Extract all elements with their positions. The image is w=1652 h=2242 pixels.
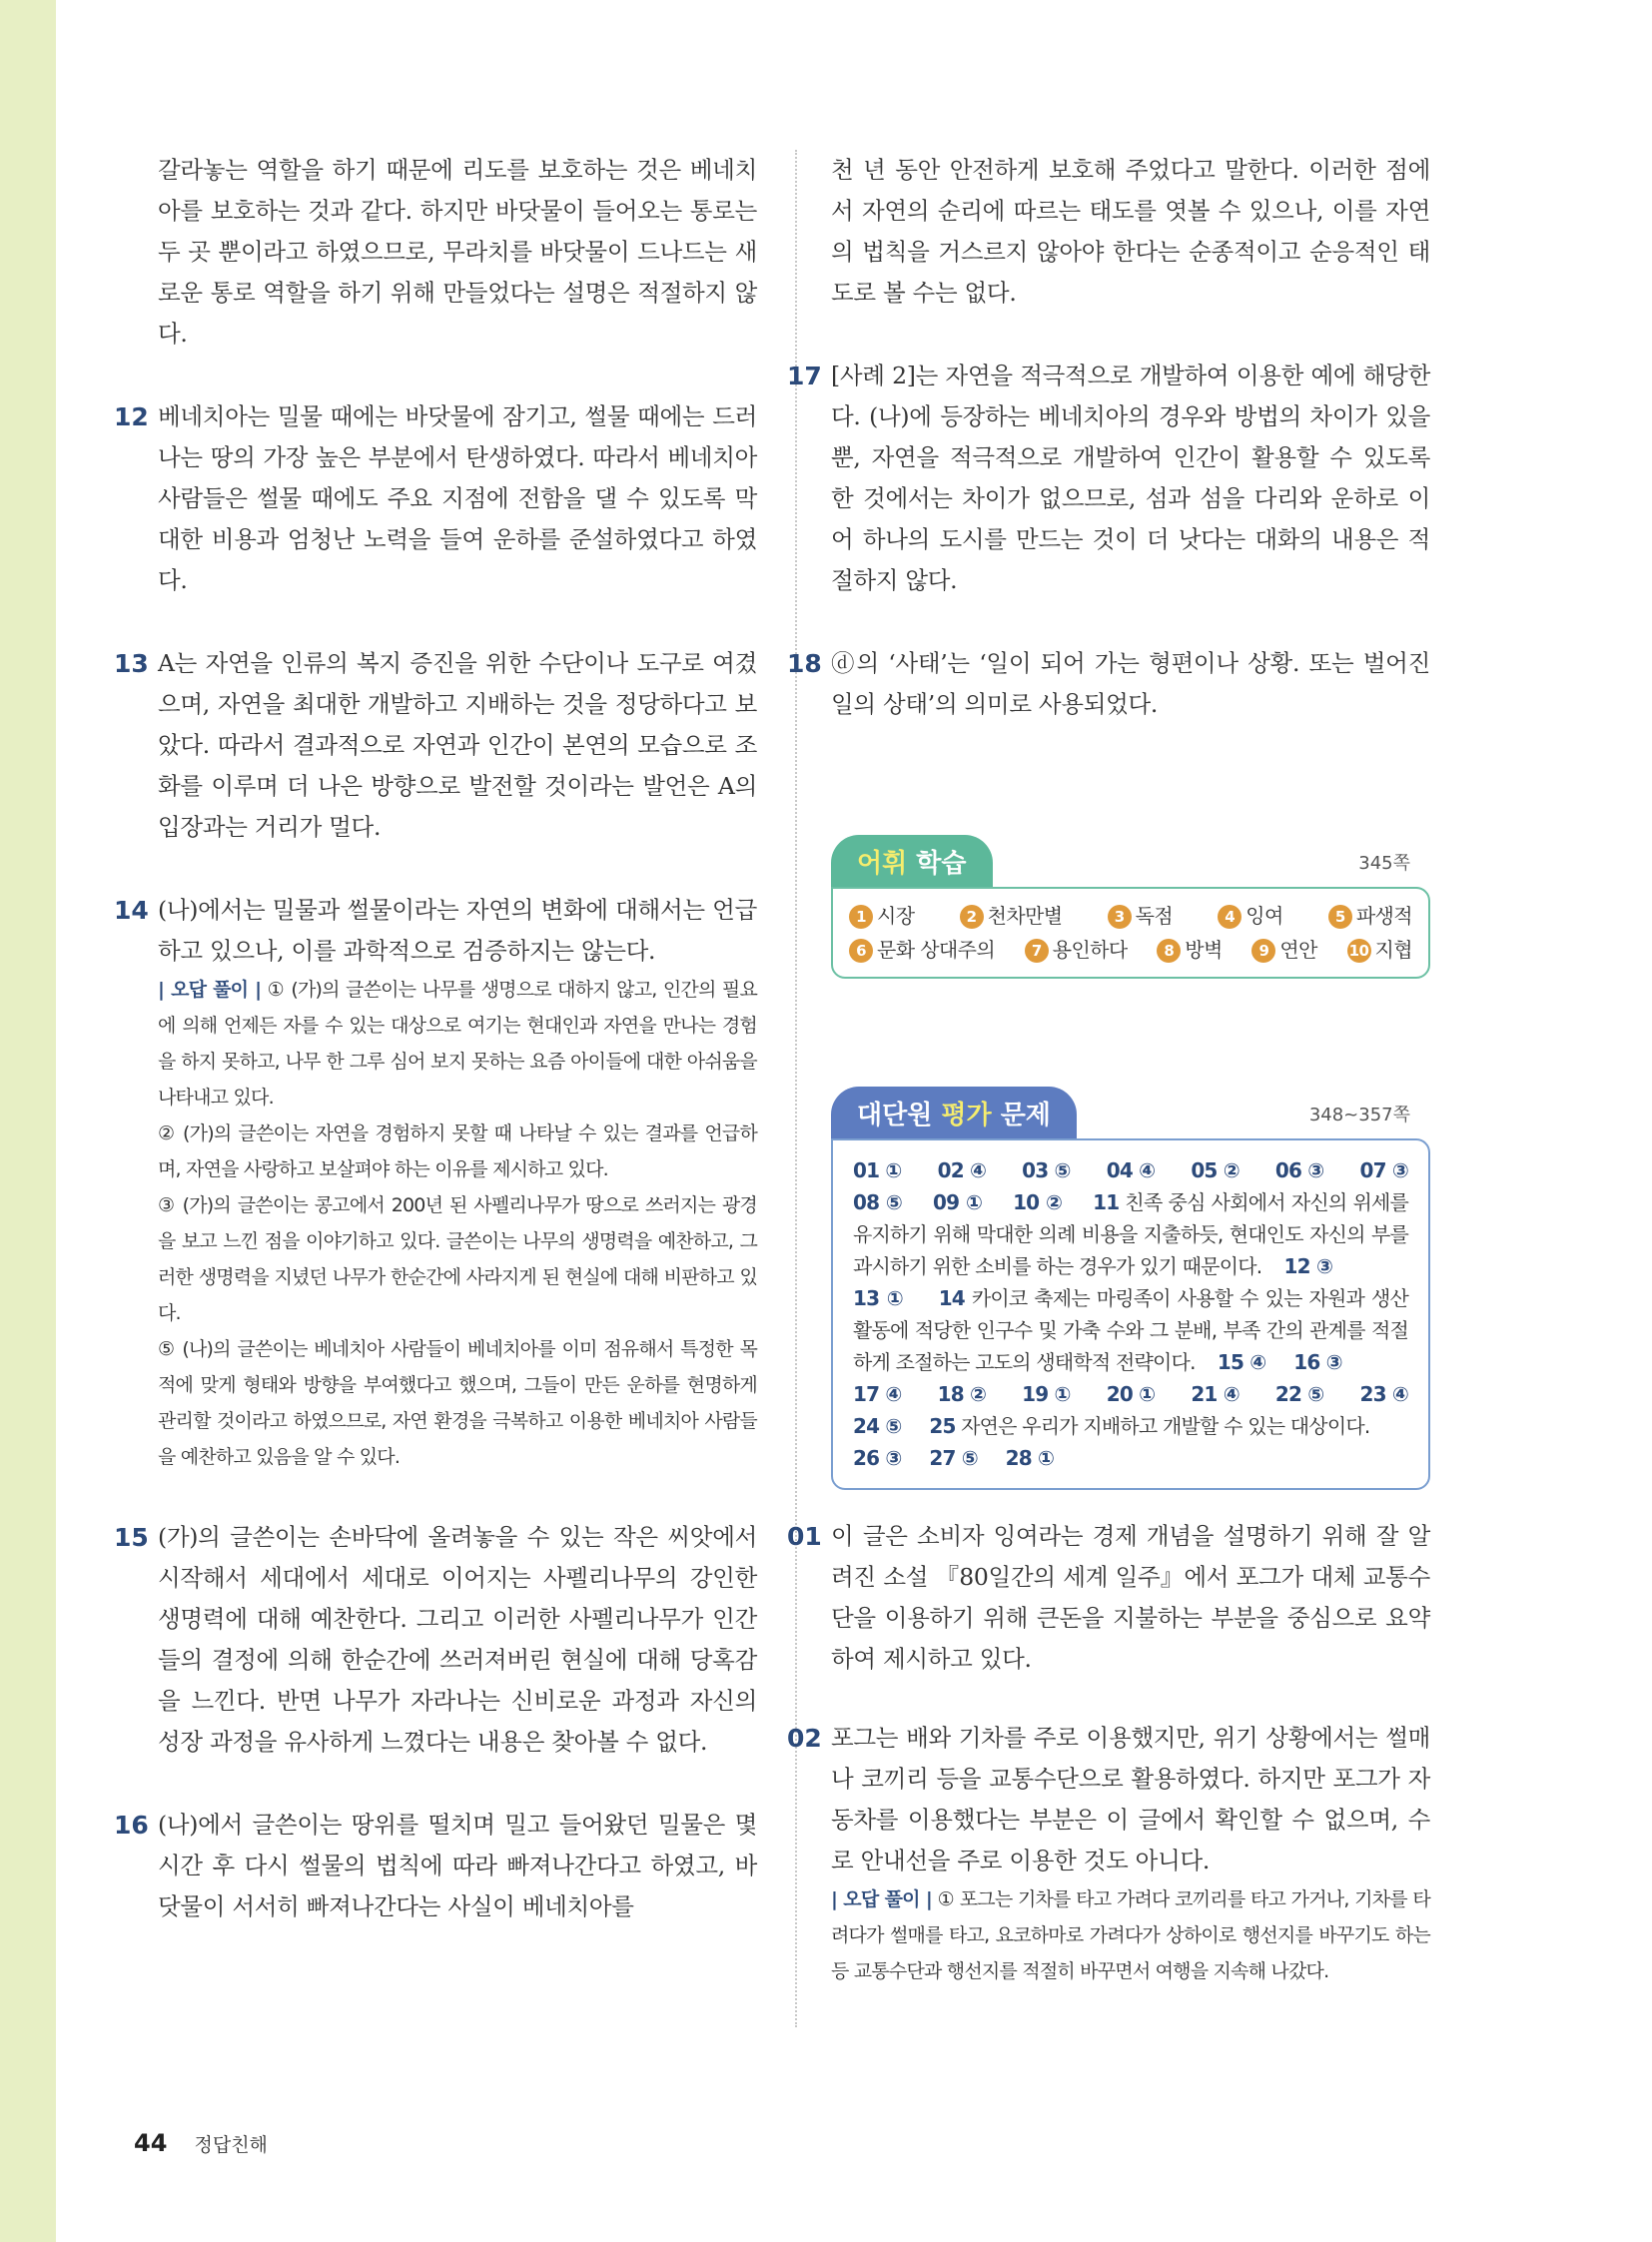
left-intro-text: 갈라놓는 역할을 하기 때문에 리도를 보호하는 것은 베네치아를 보호하는 것과 같다. 하지만 바닷물이 들어오는 통로는 두 곳 뿐이라고 하였으므로, 무라치를 바닷물이 드나드는 새로운 통로 역할을 하기 위해 만들었다는 설명은 적절하지 않다.	[158, 156, 757, 348]
answer-item: 14	[938, 1286, 965, 1310]
question-number: 02	[787, 1724, 822, 1753]
vocabulary-tab	[831, 835, 993, 887]
number-badge: 8	[1157, 939, 1181, 963]
question-text: (나)에서는 밀물과 썰물이라는 자연의 변화에 대해서는 언급하고 있으나, 이를 과학적으로 검증하지는 않는다.	[158, 896, 757, 965]
note-item-3: ③ (가)의 글쓴이는 콩고에서 200년 된 사펠리나무가 땅으로 쓰러지는 광경을 보고 느낀 점을 이야기하고 있다. 글쓴이는 나무의 생명력을 예찬하고, 그러한 생명력을 지녔던 나무가 한순간에 사라지게 된 현실에 대해 비판하고 있다.	[158, 1194, 757, 1324]
question-15	[114, 1517, 757, 1763]
answer-item: 10 ②	[1013, 1190, 1063, 1214]
answer-item: 15 ④	[1217, 1350, 1266, 1374]
number-badge: 7	[1025, 939, 1049, 963]
note-item-1: ① (가)의 글쓴이는 나무를 생명으로 대하지 않고, 인간의 필요에 의해 언제든 자를 수 있는 대상으로 여기는 현대인과 자연을 만나는 경험을 하지 못하고, 나무 한 그루 심어 보지 못하는 요즘 아이들에 대한 아쉬움을 나타내고 있다.	[158, 979, 757, 1109]
question-number: 17	[787, 362, 822, 390]
vocab-word: 문화 상대주의	[877, 938, 996, 962]
question-14	[114, 890, 757, 1475]
wrong-answer-explanation	[158, 972, 757, 1475]
vocabulary-row	[849, 899, 1412, 933]
question-text: ⓓ의 ‘사태’는 ‘일이 되어 가는 형편이나 상황. 또는 벌어진 일의 상태’의 의미로 사용되었다.	[831, 649, 1430, 718]
vocabulary-title-highlight: 어휘	[857, 849, 908, 879]
right-intro-text: 천 년 동안 안전하게 보호해 주었다고 말한다. 이러한 점에서 자연의 순리에 따르는 태도를 엿볼 수 있으나, 이를 자연의 법칙을 거스르지 않아야 한다는 순종적이고 순응적인 태도로 볼 수는 없다.	[831, 156, 1430, 307]
unit-test-answers	[831, 1138, 1430, 1490]
question-number: 12	[114, 402, 149, 431]
answer-item: 12 ③	[1283, 1254, 1333, 1278]
vocabulary-answers	[831, 887, 1430, 979]
answer-text: 자연은 우리가 지배하고 개발할 수 있는 대상이다.	[961, 1414, 1370, 1438]
vocab-word: 용인하다	[1052, 938, 1128, 962]
page-footer	[134, 2129, 268, 2157]
unit-test-title-highlight: 평가	[941, 1101, 992, 1130]
answer-item: 07 ③	[1359, 1158, 1408, 1182]
vocabulary-box	[831, 835, 1430, 979]
answer-paragraph	[853, 1410, 1408, 1442]
question-number: 13	[114, 649, 149, 678]
wrong-answer-label: | 오답 풀이 |	[831, 1888, 932, 1910]
number-badge: 10	[1347, 939, 1371, 963]
answer-paragraph	[853, 1442, 1408, 1474]
question-text: (가)의 글쓴이는 손바닥에 올려놓을 수 있는 작은 씨앗에서 시작해서 세대에서 세대로 이어지는 사펠리나무의 강인한 생명력에 대해 예찬한다. 그리고 이러한 사펠리나무가 인간들의 결정에 의해 한순간에 쓰러져버린 현실에 대해 당혹감을 느낀다. 반면 나무가 자라나는 신비로운 과정과 자신의 성장 과정을 유사하게 느꼈다는 내용은 찾아볼 수 없다.	[158, 1523, 757, 1756]
answer-text: 카이코 축제는 마링족이 사용할 수 있는 자원과 생산 활동에 적당한 인구수 및 가축 수와 그 분배, 부족 간의 관계를 적절하게 조절하는 고도의 생태학적 전략이다.	[853, 1286, 1409, 1374]
answer-text: 친족 중심 사회에서 자신의 위세를 유지하기 위해 막대한 의례 비용을 지출하듯, 현대인도 자신의 부를 과시하기 위한 소비를 하는 경우가 있기 때문이다.	[853, 1190, 1409, 1278]
answer-item: 20 ①	[1106, 1382, 1156, 1406]
unit-question-02	[787, 1718, 1430, 1989]
unit-question-01	[787, 1516, 1430, 1680]
vocab-word: 지협	[1374, 938, 1412, 962]
question-text: 베네치아는 밀물 때에는 바닷물에 잠기고, 썰물 때에는 드러나는 땅의 가장 높은 부분에서 탄생하였다. 따라서 베네치아 사람들은 썰물 때에도 주요 지점에 전함을 댈 수 있도록 막대한 비용과 엄청난 노력을 들여 운하를 준설하였다고 하였다.	[158, 402, 757, 594]
answer-item: 04 ④	[1106, 1158, 1156, 1182]
vocab-item	[1328, 899, 1412, 933]
question-16	[114, 1805, 757, 1927]
note-item-5: ⑤ (나)의 글쓴이는 베네치아 사람들이 베네치아를 이미 점유해서 특정한 목적에 맞게 형태와 방향을 부여했다고 했으며, 그들이 만든 운하를 현명하게 관리할 것이라고 하였으므로, 자연 환경을 극복하고 이용한 베네치아 사람들을 예찬하고 있음을 알 수 있다.	[158, 1338, 757, 1468]
answer-paragraph	[853, 1186, 1408, 1282]
number-badge: 6	[849, 939, 873, 963]
answer-item: 08 ⑤	[853, 1190, 903, 1214]
question-text: A는 자연을 인류의 복지 증진을 위한 수단이나 도구로 여겼으며, 자연을 최대한 개발하고 지배하는 것을 정당하다고 보았다. 따라서 결과적으로 자연과 인간이 본연의 모습으로 조화를 이루며 더 나은 방향으로 발전할 것이라는 발언은 A의 입장과는 거리가 멀다.	[158, 649, 757, 841]
vocab-item	[1251, 933, 1316, 967]
vocabulary-title: 학습	[907, 849, 967, 879]
question-number: 14	[114, 896, 149, 925]
question-12	[114, 396, 757, 601]
answer-item: 28 ①	[1005, 1446, 1055, 1470]
vocab-word: 방벽	[1185, 938, 1223, 962]
vocab-item	[960, 899, 1063, 933]
number-badge: 2	[960, 905, 984, 929]
vocab-item	[849, 899, 914, 933]
answer-item: 25	[929, 1414, 956, 1438]
page-edge-strip	[0, 0, 56, 2242]
answer-item: 06 ③	[1274, 1158, 1324, 1182]
unit-test-box	[831, 1087, 1430, 1490]
question-number: 16	[114, 1811, 149, 1840]
number-badge: 3	[1108, 905, 1132, 929]
question-17	[787, 356, 1430, 601]
question-text: (나)에서 글쓴이는 땅위를 떨치며 밀고 들어왔던 밀물은 몇 시간 후 다시 썰물의 법칙에 따라 빠져나간다고 하였고, 바닷물이 서서히 빠져나간다는 사실이 베네치아를	[158, 1811, 757, 1920]
question-13	[114, 643, 757, 848]
unit-test-page-ref: 348~357쪽	[1308, 1105, 1410, 1125]
vocab-item	[1218, 899, 1282, 933]
page-number: 44	[134, 2129, 168, 2157]
question-text: 이 글은 소비자 잉여라는 경제 개념을 설명하기 위해 잘 알려진 소설 『80일간의 세계 일주』에서 포그가 대체 교통수단을 이용하기 위해 큰돈을 지불하는 부분을 중심으로 요약하여 제시하고 있다.	[831, 1522, 1430, 1673]
vocab-item	[849, 933, 995, 967]
question-text: [사례 2]는 자연을 적극적으로 개발하여 이용한 예에 해당한다. (나)에 등장하는 베네치아의 경우와 방법의 차이가 있을 뿐, 자연을 적극적으로 개발하여 인간이 활용할 수 있도록 한 것에서는 차이가 없으므로, 섬과 섬을 다리와 운하로 이어 하나의 도시를 만드는 것이 더 낫다는 대화의 내용은 적절하지 않다.	[831, 362, 1430, 594]
wrong-answer-explanation	[831, 1881, 1430, 1989]
question-18	[787, 643, 1430, 725]
number-badge: 1	[849, 905, 873, 929]
vocab-word: 연안	[1279, 938, 1317, 962]
vocab-word: 독점	[1135, 904, 1174, 928]
right-column	[787, 150, 1430, 1989]
unit-test-tab	[831, 1087, 1077, 1138]
answer-item: 05 ②	[1191, 1158, 1239, 1182]
note-item-1: ① 포그는 기차를 타고 가려다 코끼리를 타고 가거나, 기차를 타려다가 썰매를 타고, 요코하마로 가려다가 상하이로 행선지를 바꾸기도 하는 등 교통수단과 행선지를 적절히 바꾸면서 여행을 지속해 나갔다.	[831, 1888, 1430, 1982]
answer-item: 23 ④	[1359, 1382, 1408, 1406]
vocab-word: 파생적	[1355, 904, 1412, 928]
note-item-2: ② (가)의 글쓴이는 자연을 경험하지 못할 때 나타날 수 있는 결과를 언급하며, 자연을 사랑하고 보살펴야 하는 이유를 제시하고 있다.	[158, 1122, 757, 1180]
question-text: 포그는 배와 기차를 주로 이용했지만, 위기 상황에서는 썰매나 코끼리 등을 교통수단으로 활용하였다. 하지만 포그가 자동차를 이용했다는 부분은 이 글에서 확인할 수 없으며, 수로 안내선을 주로 이용한 것도 아니다.	[831, 1724, 1430, 1874]
answer-item: 26 ③	[853, 1446, 902, 1470]
answer-item: 16 ③	[1293, 1350, 1342, 1374]
answer-item: 01 ①	[853, 1158, 902, 1182]
number-badge: 9	[1251, 939, 1275, 963]
wrong-answer-label: | 오답 풀이 |	[158, 979, 262, 1001]
answer-item: 18 ②	[937, 1382, 987, 1406]
number-badge: 4	[1218, 905, 1241, 929]
vocab-item	[1157, 933, 1222, 967]
answer-item: 17 ④	[853, 1382, 902, 1406]
left-column	[114, 150, 757, 1927]
vocabulary-page-ref: 345쪽	[1358, 853, 1410, 874]
unit-test-title: 대단원	[857, 1101, 942, 1130]
answer-item: 19 ①	[1022, 1382, 1071, 1406]
answer-row	[853, 1154, 1408, 1186]
question-number: 01	[787, 1522, 822, 1551]
answer-item: 03 ⑤	[1022, 1158, 1071, 1182]
answer-item: 27 ⑤	[929, 1446, 978, 1470]
answer-item: 11	[1093, 1190, 1120, 1214]
answer-item: 22 ⑤	[1274, 1382, 1324, 1406]
vocab-item	[1347, 933, 1412, 967]
question-number: 15	[114, 1523, 149, 1552]
vocab-item	[1108, 899, 1173, 933]
vocab-item	[1025, 933, 1128, 967]
answer-item: 24 ⑤	[853, 1414, 902, 1438]
vocabulary-row	[849, 933, 1412, 967]
answer-item: 21 ④	[1191, 1382, 1239, 1406]
vocab-word: 시장	[877, 904, 915, 928]
number-badge: 5	[1328, 905, 1352, 929]
answer-item: 09 ①	[933, 1190, 983, 1214]
answer-paragraph	[853, 1282, 1408, 1378]
vocab-word: 잉여	[1245, 904, 1283, 928]
answer-item: 02 ④	[937, 1158, 987, 1182]
answer-item: 13 ①	[853, 1286, 905, 1310]
footer-title: 정답친해	[194, 2134, 268, 2156]
question-number: 18	[787, 649, 822, 678]
unit-test-title-end: 문제	[991, 1101, 1051, 1130]
vocab-word: 천차만별	[987, 904, 1063, 928]
answer-row	[853, 1378, 1408, 1410]
